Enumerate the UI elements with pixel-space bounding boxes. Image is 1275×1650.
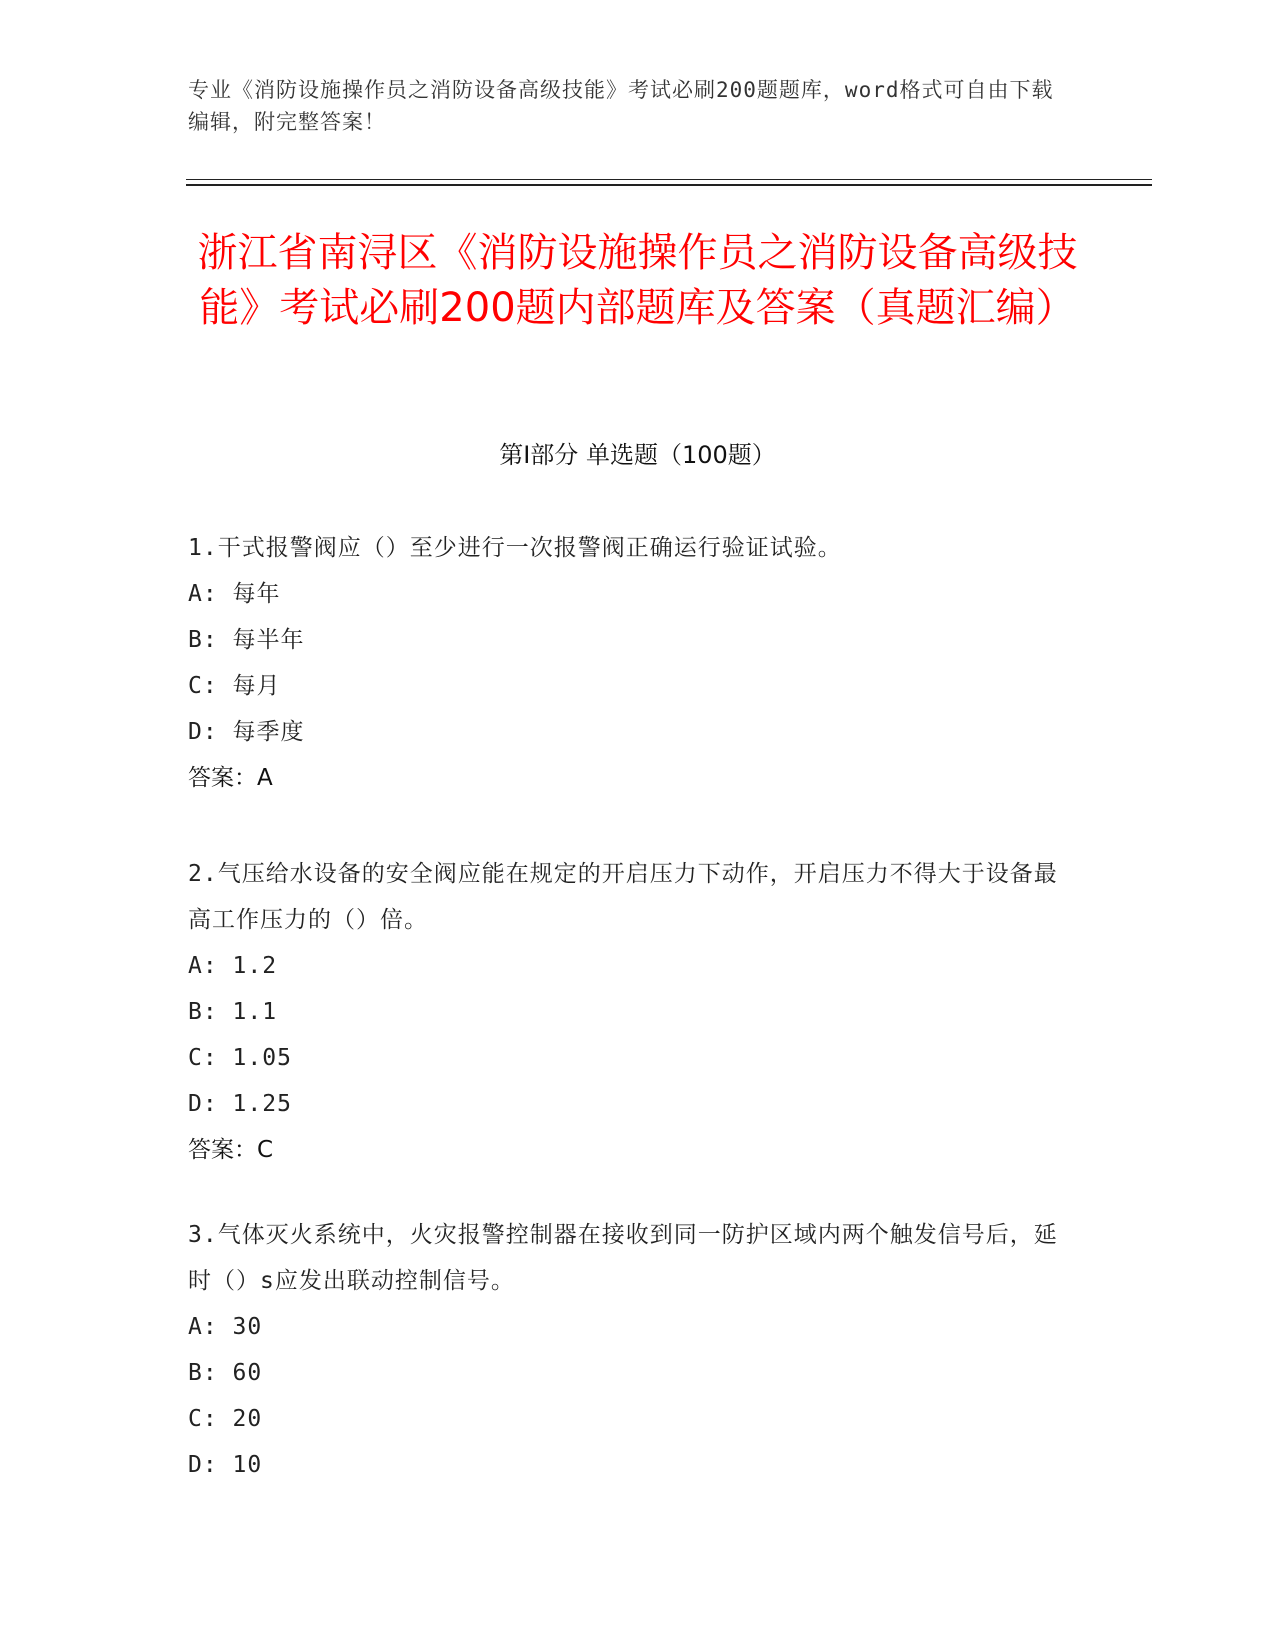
question-stem: 1.干式报警阀应（）至少进行一次报警阀正确运行验证试验。 — [188, 535, 842, 561]
option-b: B: 每半年 — [188, 627, 305, 653]
option-d: D: 1.25 — [188, 1091, 292, 1117]
option-d: D: 10 — [188, 1452, 263, 1478]
option-a: A: 1.2 — [188, 953, 278, 979]
header-note: 专业《消防设施操作员之消防设备高级技能》考试必刷200题题库，word格式可自由下载编辑，附完整答案！ — [188, 78, 1054, 134]
option-a: A: 30 — [188, 1314, 263, 1340]
question-2 — [188, 851, 1068, 1173]
option-c: C: 1.05 — [188, 1045, 292, 1071]
question-stem: 3.气体灭火系统中，火灾报警控制器在接收到同一防护区域内两个触发信号后，延时（）s应发出联动控制信号。 — [188, 1222, 1058, 1294]
answer-line: 答案：A — [188, 765, 273, 791]
document-title: 浙江省南浔区《消防设施操作员之消防设备高级技能》考试必刷200题内部题库及答案（真题汇编） — [197, 230, 1078, 331]
answer-line: 答案：C — [188, 1137, 274, 1163]
question-stem: 2.气压给水设备的安全阀应能在规定的开启压力下动作，开启压力不得大于设备最高工作压力的（）倍。 — [188, 861, 1058, 933]
option-b: B: 1.1 — [188, 999, 278, 1025]
option-c: C: 20 — [188, 1406, 263, 1432]
option-a: A: 每年 — [188, 581, 281, 607]
header-divider-thin — [186, 179, 1152, 180]
option-b: B: 60 — [188, 1360, 263, 1386]
section-title: 第I部分 单选题（100题） — [499, 441, 776, 469]
question-3 — [188, 1212, 1068, 1488]
header-divider-thick — [186, 184, 1152, 186]
option-c: C: 每月 — [188, 673, 281, 699]
question-1 — [188, 525, 1068, 801]
option-d: D: 每季度 — [188, 719, 305, 745]
